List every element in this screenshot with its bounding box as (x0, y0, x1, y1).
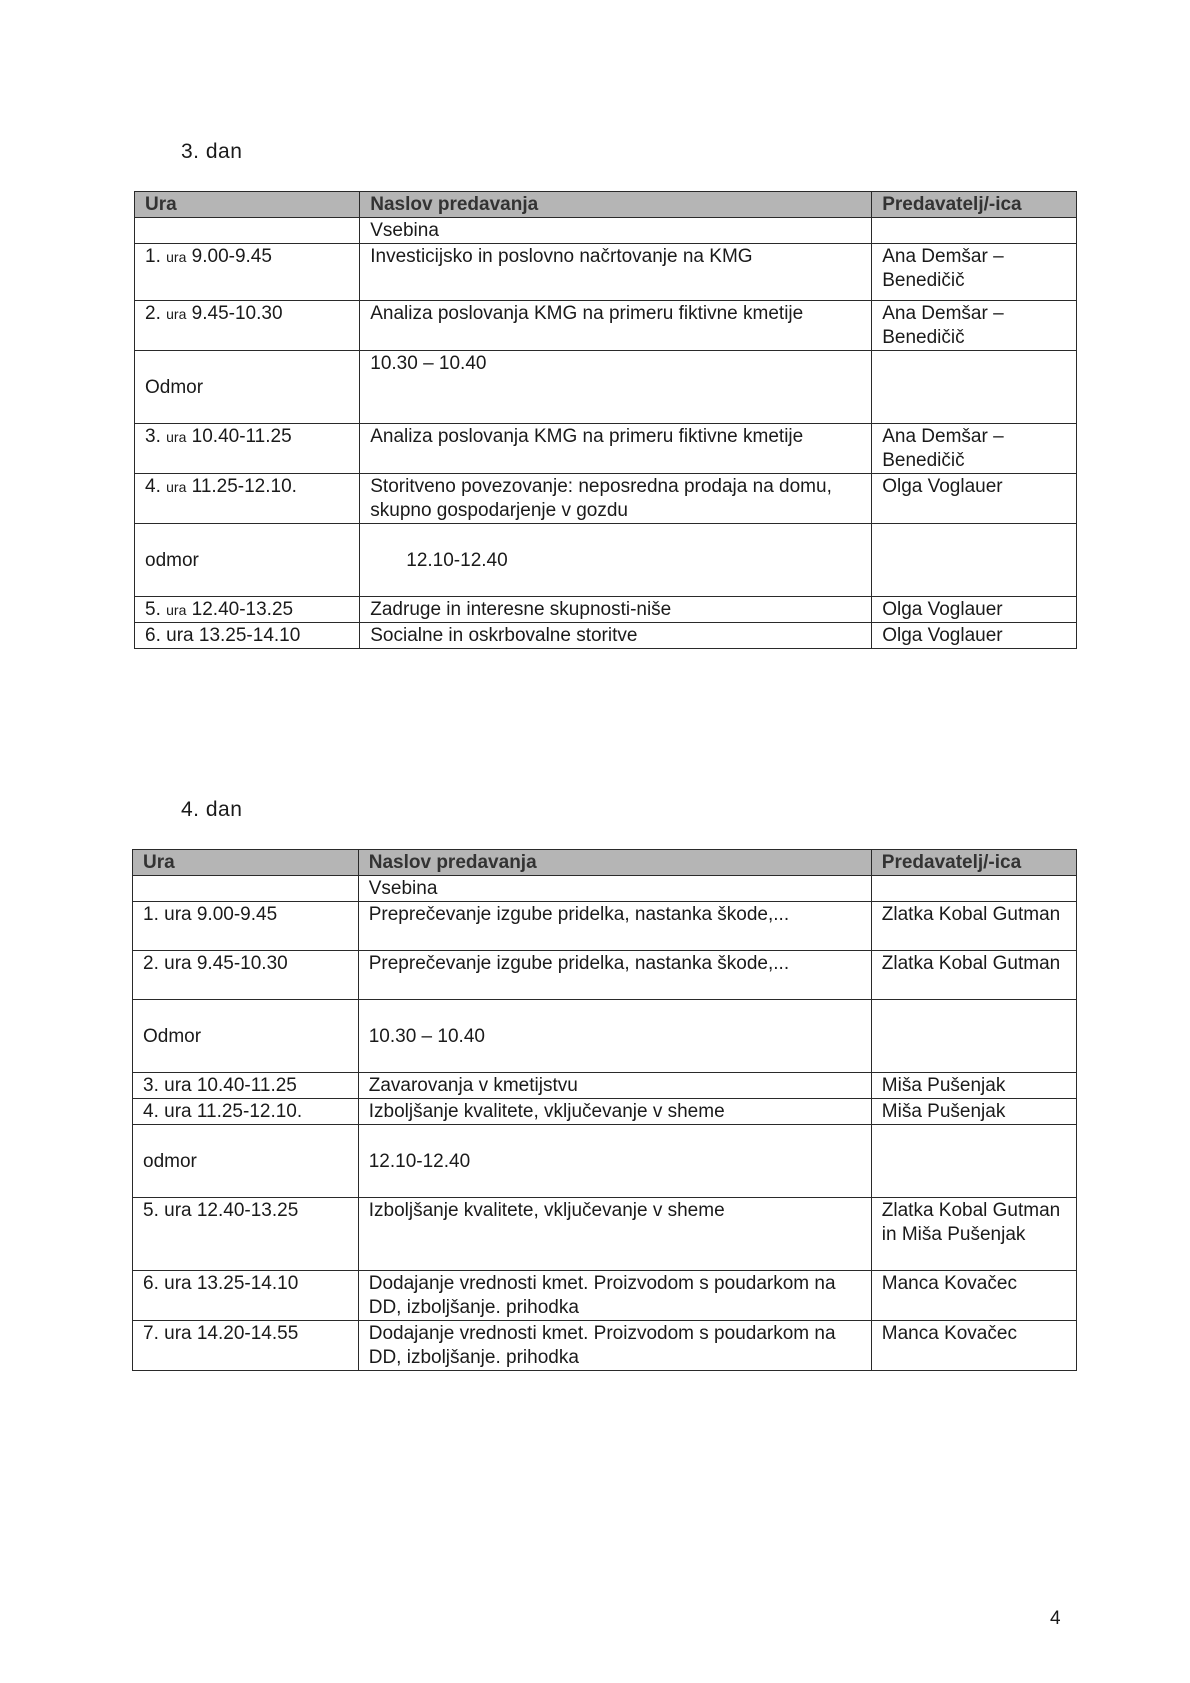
day3-schedule-table (134, 191, 1077, 649)
subheader-row (133, 876, 1077, 902)
title-cell: Preprečevanje izgube pridelka, nastanka škode,... (358, 951, 871, 1000)
title-cell: Socialne in oskrbovalne storitve (360, 623, 872, 649)
table-row (135, 424, 1077, 474)
title-cell: Investicijsko in poslovno načrtovanje na KMG (360, 244, 872, 301)
table-row (133, 1099, 1077, 1125)
empty-cell (871, 1125, 1076, 1198)
day3-heading: 3. dan (181, 140, 243, 163)
title-cell: Dodajanje vrednosti kmet. Proizvodom s poudarkom na DD, izboljšanje. prihodka (358, 1271, 871, 1321)
time-cell: 5. ura 12.40-13.25 (133, 1198, 359, 1271)
day4-schedule-table (132, 849, 1077, 1371)
table-row (135, 244, 1077, 301)
empty-cell (871, 1000, 1076, 1073)
title-cell: Zadruge in interesne skupnosti-niše (360, 597, 872, 623)
break-time: 12.10-12.40 (360, 524, 872, 597)
table-row (133, 951, 1077, 1000)
time-cell: 1. ura 9.00-9.45 (133, 902, 359, 951)
empty-cell (872, 218, 1077, 244)
time-cell: 3. ura 10.40-11.25 (135, 424, 360, 474)
title-cell: Izboljšanje kvalitete, vključevanje v sheme (358, 1198, 871, 1271)
break-label: odmor (135, 524, 360, 597)
lecturer-cell: Zlatka Kobal Gutman in Miša Pušenjak (871, 1198, 1076, 1271)
lecturer-cell: Miša Pušenjak (871, 1073, 1076, 1099)
lecturer-cell: Manca Kovačec (871, 1271, 1076, 1321)
empty-cell (133, 876, 359, 902)
break-label: Odmor (133, 1000, 359, 1073)
header-ura: Ura (133, 850, 359, 876)
time-cell: 4. ura 11.25-12.10. (135, 474, 360, 524)
time-cell: 4. ura 11.25-12.10. (133, 1099, 359, 1125)
header-predavatelj: Predavatelj/-ica (872, 192, 1077, 218)
table-header-row (133, 850, 1077, 876)
table-row (133, 1271, 1077, 1321)
empty-cell (872, 524, 1077, 597)
table-row (133, 1321, 1077, 1371)
header-naslov: Naslov predavanja (358, 850, 871, 876)
break-row (133, 1000, 1077, 1073)
table-row (135, 474, 1077, 524)
time-cell: 2. ura 9.45-10.30 (135, 301, 360, 351)
header-naslov: Naslov predavanja (360, 192, 872, 218)
time-cell: 5. ura 12.40-13.25 (135, 597, 360, 623)
lecturer-cell: Ana Demšar – Benedičič (872, 301, 1077, 351)
break-label: odmor (133, 1125, 359, 1198)
table-row (133, 902, 1077, 951)
title-cell: Dodajanje vrednosti kmet. Proizvodom s poudarkom na DD, izboljšanje. prihodka (358, 1321, 871, 1371)
break-label: Odmor (135, 351, 360, 424)
time-cell: 6. ura 13.25-14.10 (133, 1271, 359, 1321)
title-cell: Zavarovanja v kmetijstvu (358, 1073, 871, 1099)
page-number: 4 (1050, 1608, 1061, 1629)
break-row (133, 1125, 1077, 1198)
lecturer-cell: Olga Voglauer (872, 474, 1077, 524)
table-row (135, 597, 1077, 623)
table-header-row (135, 192, 1077, 218)
table-row (133, 1073, 1077, 1099)
title-cell: Analiza poslovanja KMG na primeru fiktivne kmetije (360, 301, 872, 351)
time-cell: 1. ura 9.00-9.45 (135, 244, 360, 301)
time-cell: 2. ura 9.45-10.30 (133, 951, 359, 1000)
lecturer-cell: Zlatka Kobal Gutman (871, 951, 1076, 1000)
title-cell: Analiza poslovanja KMG na primeru fiktivne kmetije (360, 424, 872, 474)
break-time: 12.10-12.40 (358, 1125, 871, 1198)
header-ura: Ura (135, 192, 360, 218)
lecturer-cell: Ana Demšar – Benedičič (872, 424, 1077, 474)
break-row (135, 351, 1077, 424)
break-time: 10.30 – 10.40 (360, 351, 872, 424)
table-row (133, 1198, 1077, 1271)
subheader-vsebina: Vsebina (360, 218, 872, 244)
empty-cell (872, 351, 1077, 424)
empty-cell (135, 218, 360, 244)
break-time: 10.30 – 10.40 (358, 1000, 871, 1073)
empty-cell (871, 876, 1076, 902)
lecturer-cell: Ana Demšar – Benedičič (872, 244, 1077, 301)
break-row (135, 524, 1077, 597)
table-row (135, 301, 1077, 351)
title-cell: Storitveno povezovanje: neposredna prodaja na domu, skupno gospodarjenje v gozdu (360, 474, 872, 524)
day4-heading: 4. dan (181, 798, 243, 821)
lecturer-cell: Zlatka Kobal Gutman (871, 902, 1076, 951)
lecturer-cell: Miša Pušenjak (871, 1099, 1076, 1125)
lecturer-cell: Olga Voglauer (872, 597, 1077, 623)
header-predavatelj: Predavatelj/-ica (871, 850, 1076, 876)
time-cell: 6. ura 13.25-14.10 (135, 623, 360, 649)
time-cell: 7. ura 14.20-14.55 (133, 1321, 359, 1371)
title-cell: Izboljšanje kvalitete, vključevanje v sheme (358, 1099, 871, 1125)
table-row (135, 623, 1077, 649)
title-cell: Preprečevanje izgube pridelka, nastanka škode,... (358, 902, 871, 951)
subheader-row (135, 218, 1077, 244)
lecturer-cell: Olga Voglauer (872, 623, 1077, 649)
time-cell: 3. ura 10.40-11.25 (133, 1073, 359, 1099)
lecturer-cell: Manca Kovačec (871, 1321, 1076, 1371)
subheader-vsebina: Vsebina (358, 876, 871, 902)
